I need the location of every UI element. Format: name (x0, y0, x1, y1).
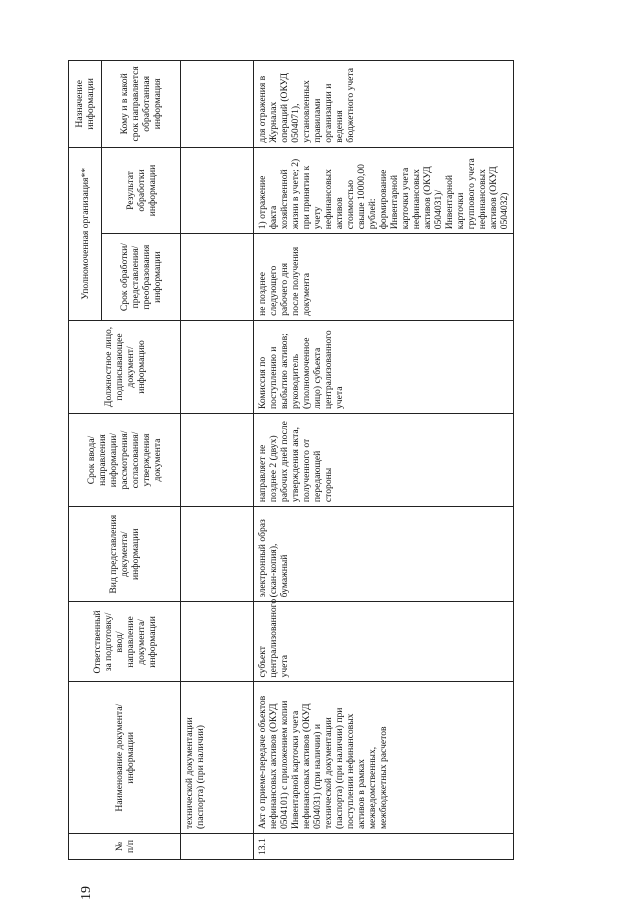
header-org-term: Срок обработки/ представления/ преобразования информации (102, 234, 181, 321)
cell-responsible (181, 602, 254, 682)
header-term: Срок ввода/ направления информации/ рассмотрения/ согласования/ утверждения документа (69, 414, 181, 507)
cell-term (181, 414, 254, 507)
page-number-wrap (39, 452, 94, 900)
cell-view: электронный образ (скан-копия), бумажный (254, 507, 514, 602)
cell-num: 13.1 (254, 834, 514, 860)
cell-org-result (181, 147, 254, 234)
table-header-row (69, 61, 102, 860)
cell-view (181, 507, 254, 602)
page-number: 19 (79, 886, 94, 900)
cell-org-term (181, 234, 254, 321)
header-view: Вид представления документа/ информации (69, 507, 181, 602)
header-responsible: Ответственный за подготовку/ ввод/ направление документа/ информации (69, 602, 181, 682)
cell-name: технической документации (паспорта) (при наличии) (181, 682, 254, 834)
cell-num (181, 834, 254, 860)
cell-responsible: субъект централизованного учета (254, 602, 514, 682)
table-row (181, 61, 254, 860)
header-name: Наименование документа/информации (69, 682, 181, 834)
header-destination-sub: Кому и в какой срок направляется обработанная информация (102, 61, 181, 148)
header-org-group: Уполномоченная организация** (69, 147, 102, 320)
cell-destination: для отражения в Журналах операций (ОКУД 0504071), установленных правилами организации и ведения бюджетного учета (254, 61, 514, 148)
header-official: Должностное лицо, подписывающее документ/ информацию (69, 320, 181, 413)
cell-official (181, 320, 254, 413)
header-destination: Назначение информации (69, 61, 102, 148)
document-table (68, 60, 514, 860)
cell-org-term: не позднее следующего рабочего дня после получения документа (254, 234, 514, 321)
cell-org-result: 1) отражение факта хозяйственной жизни в учете; 2) при принятии к учету нефинансовых активов стоимостью свыше 10000,00 рублей: формирование Инвентарной карточки учета нефинансовых активов (ОКУД 0504031)/Инвентарной карточки группового учета нефинансовых активов (ОКУД 0504032) (254, 147, 514, 234)
rotated-table-container (68, 60, 528, 860)
cell-name: Акт о приеме-передаче объектов нефинансовых активов (ОКУД 0504101) с приложением копии Инвентарной карточки учета нефинансовых активов (ОКУД 0504031) (при наличии) и технической документации (паспорта) (при наличии) при поступлении нефинансовых активов в рамках межведомственных, межбюджетных расчетов (254, 682, 514, 834)
header-org-result: Результат обработки информации (102, 147, 181, 234)
cell-official: Комиссия по поступлению и выбытию активов; руководитель (уполномоченное лицо) субъекта централизованного учета (254, 320, 514, 413)
header-num: № п/п (69, 834, 181, 860)
table-row (254, 61, 514, 860)
cell-term: направляет не позднее 2 (двух) рабочих дней после утверждения акта, полученного от передающей стороны (254, 414, 514, 507)
cell-destination (181, 61, 254, 148)
